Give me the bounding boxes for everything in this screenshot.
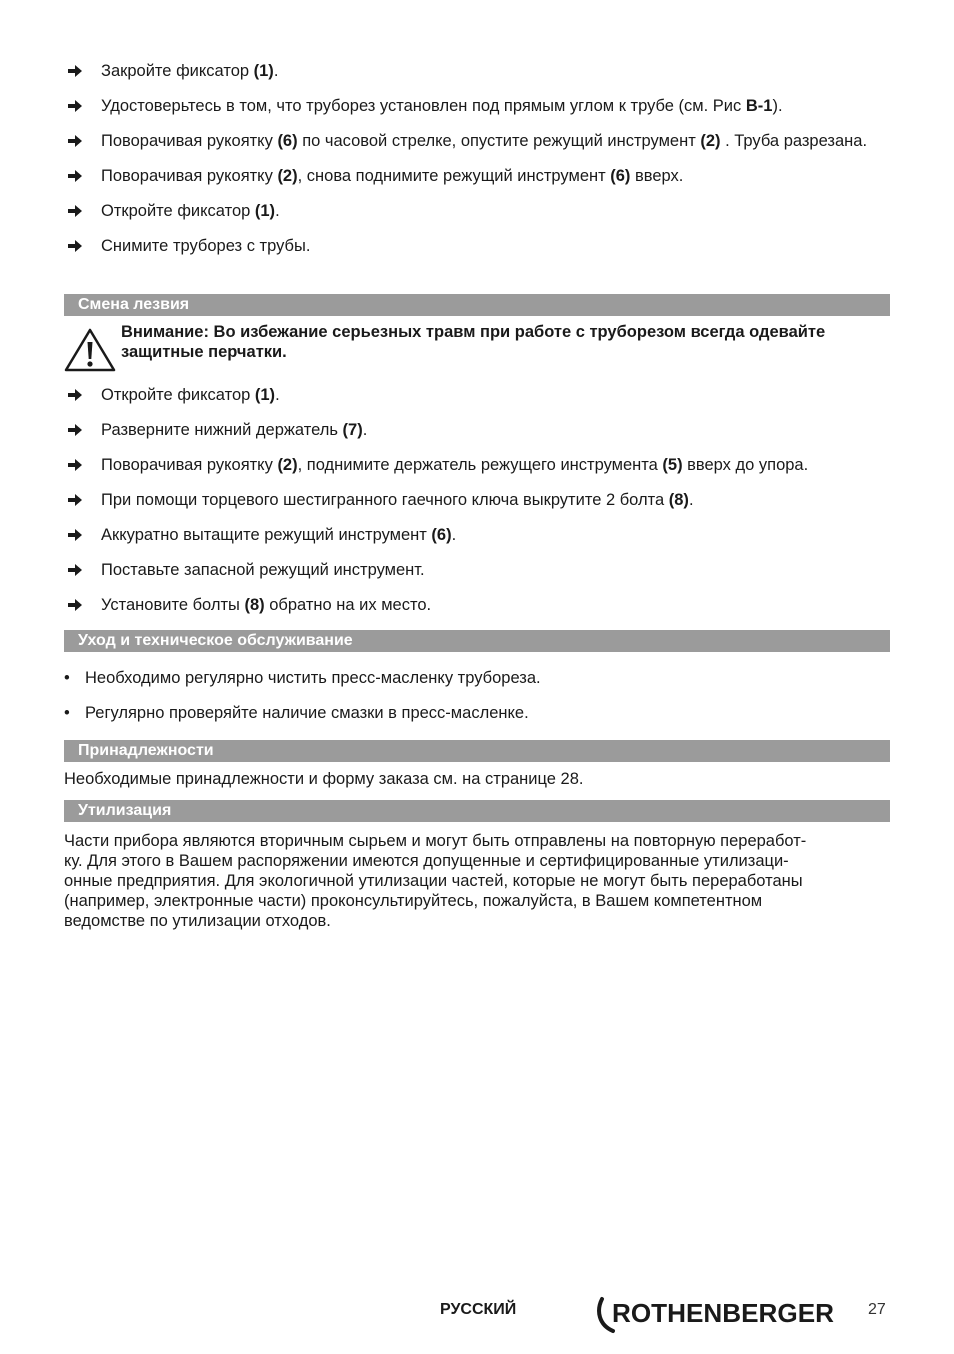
step-text: Установите болты [101,596,245,614]
step-text: . [451,526,457,544]
arrow-right-icon [67,562,83,578]
arrow-right-icon [67,597,83,613]
step-text: , поднимите держатель режущего инструмента [297,456,663,474]
step-text: , снова поднимите режущий инструмент [297,167,611,185]
step-reference: (8) [244,596,265,614]
section-header-blade: Смена лезвия [64,294,890,316]
step-item [64,236,890,256]
step-item [64,131,890,151]
step-item [64,385,890,405]
arrow-right-icon [67,168,83,184]
disposal-line: онные предприятия. Для экологичной утилизации частей, которые не могут быть переработаны [64,872,803,890]
step-text: . [362,421,368,439]
bullet-dot-icon: • [64,669,70,687]
step-reference: (6) [610,167,631,185]
step-text: . Труба разрезана. [720,132,868,150]
arrow-right-icon [67,238,83,254]
accessories-text: Необходимые принадлежности и форму заказа см. на странице 28. [64,770,584,788]
bullet-text: Необходимо регулярно чистить пресс-масленку трубореза. [85,669,541,687]
arrow-right-icon [67,63,83,79]
page-number: 27 [868,1301,886,1318]
section-header-care: Уход и техническое обслуживание [64,630,890,652]
step-text: . [275,386,280,404]
steps-list-top [64,61,890,271]
step-item [64,420,890,440]
step-text: Поворачивая рукоятку [101,167,278,185]
rothenberger-logo [596,1293,842,1335]
step-text: ). [772,97,783,115]
bullet-item [64,668,890,688]
step-item [64,61,890,81]
step-text: Аккуратно вытащите режущий инструмент [101,526,432,544]
step-reference: (8) [668,491,689,509]
steps-list-blade [64,385,890,630]
arrow-right-icon [67,203,83,219]
step-reference: (2) [277,167,298,185]
arrow-right-icon [67,457,83,473]
step-text: Разверните нижний держатель [101,421,343,439]
step-text: Удостоверьтесь в том, что труборез установлен под прямым углом к трубе (см. Рис [101,97,746,115]
step-reference: (6) [277,132,298,150]
warning-triangle-icon [64,328,116,372]
warning-block [64,322,890,372]
step-text: Закройте фиксатор [101,62,254,80]
step-reference: (2) [277,456,298,474]
arrow-right-icon [67,133,83,149]
warning-text: Внимание: Во избежание серьезных травм при работе с труборезом всегда одевайте защитные перчатки. [121,323,826,361]
step-text: Снимите труборез с трубы. [101,237,311,255]
step-text: Поворачивая рукоятку [101,132,278,150]
arrow-right-icon [67,527,83,543]
step-reference: (1) [254,386,276,404]
bullet-text: Регулярно проверяйте наличие смазки в пресс-масленке. [85,704,529,722]
step-text: Откройте фиксатор [101,386,255,404]
step-text: . [688,491,694,509]
disposal-line: ведомстве по утилизации отходов. [64,912,331,930]
step-item [64,455,890,475]
step-text: . [275,202,280,220]
step-text: вверх. [630,167,684,185]
arrow-right-icon [67,98,83,114]
step-text: Поворачивая рукоятку [101,456,278,474]
step-item [64,525,890,545]
footer-language: РУССКИЙ [440,1301,517,1318]
step-text: . [273,62,279,80]
step-item [64,490,890,510]
section-header-accessories: Принадлежности [64,740,890,762]
disposal-line: Части прибора являются вторичным сырьем и могут быть отправлены на повторную переработ- [64,832,807,850]
step-reference: B-1 [745,97,773,115]
step-item [64,96,890,116]
step-reference: (1) [254,202,276,220]
section-header-disposal: Утилизация [64,800,890,822]
step-item [64,560,890,580]
arrow-right-icon [67,492,83,508]
step-reference: (7) [342,421,363,439]
step-item [64,595,890,615]
step-text: по часовой стрелке, опустите режущий инструмент [297,132,701,150]
step-reference: (5) [662,456,683,474]
bullet-item [64,703,890,723]
arrow-right-icon [67,387,83,403]
step-reference: (6) [431,526,452,544]
disposal-text [64,831,890,931]
step-reference: (2) [700,132,721,150]
step-text: При помощи торцевого шестигранного гаечного ключа выкрутите 2 болта [101,491,669,509]
disposal-line: ку. Для этого в Вашем распоряжении имеются допущенные и сертифицированные утилизаци- [64,852,789,870]
brand-wordmark: ROTHENBERGER [612,1298,835,1328]
step-item [64,166,890,186]
bullets-list-care [64,668,890,738]
step-text: Откройте фиксатор [101,202,255,220]
step-text: Поставьте запасной режущий инструмент. [101,561,425,579]
arrow-right-icon [67,422,83,438]
step-item [64,201,890,221]
disposal-line: (например, электронные части) проконсультируйтесь, пожалуйста, в Вашем компетентном [64,892,763,910]
step-reference: (1) [253,62,274,80]
step-text: обратно на их место. [264,596,432,614]
bullet-dot-icon: • [64,704,70,722]
step-text: вверх до упора. [682,456,809,474]
